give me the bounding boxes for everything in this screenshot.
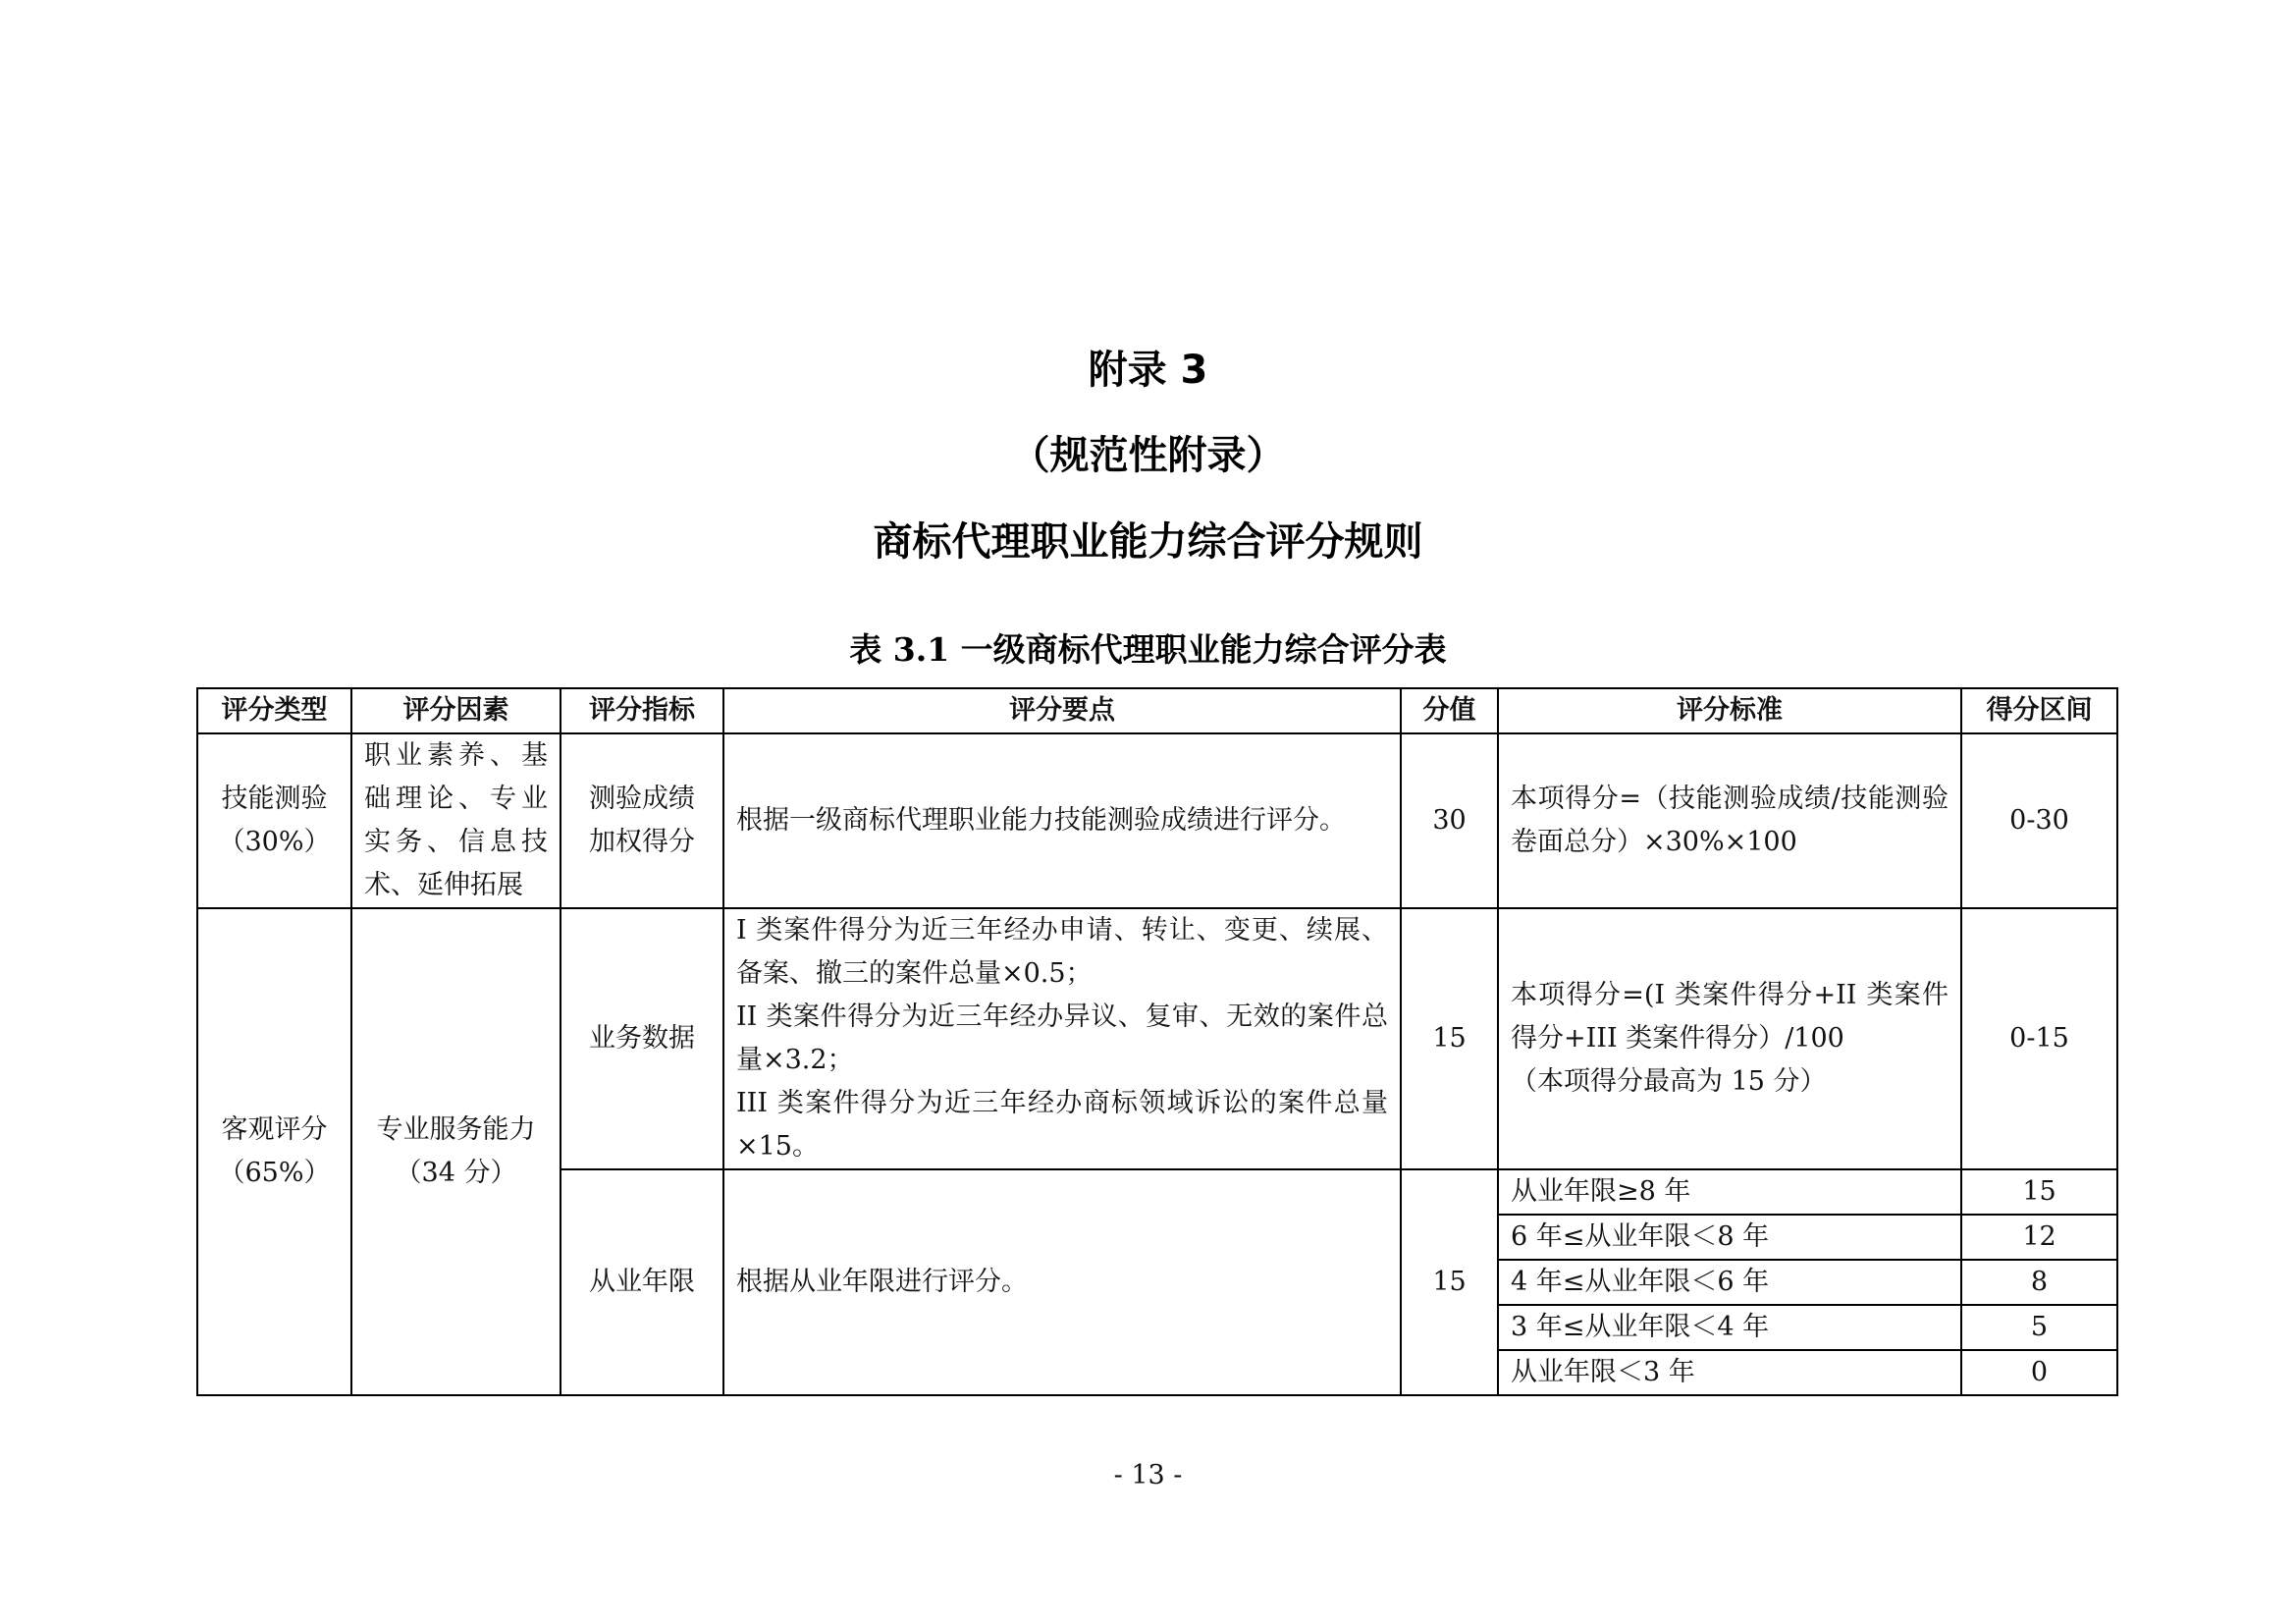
years-score-cell: 15 [1401,1169,1498,1395]
objective-factor-name: 专业服务能力 [376,1114,536,1145]
years-level-points: 15 [1961,1169,2117,1215]
objective-type-weight: （65%） [218,1158,331,1188]
table-row [197,908,2117,1169]
skill-factor-cell: 职业素养、基础理论、专业实务、信息技术、延伸拓展 [351,733,561,908]
years-level-points: 8 [1961,1260,2117,1305]
years-level-condition: 3 年≤从业年限＜4 年 [1498,1305,1961,1350]
years-level-condition: 4 年≤从业年限＜6 年 [1498,1260,1961,1305]
years-level-points: 0 [1961,1350,2117,1395]
business-standard-formula: 本项得分=(I 类案件得分+II 类案件得分+III 类案件得分）/100 [1511,980,1949,1054]
appendix-number: 附录 3 [1088,348,1208,393]
skill-indicator-cell: 测验成绩加权得分 [561,733,723,908]
skill-score-cell: 30 [1401,733,1498,908]
appendix-title: 商标代理职业能力综合评分规则 [873,519,1423,565]
business-point-1: I 类案件得分为近三年经办申请、转让、变更、续展、备案、撤三的案件总量×0.5； [736,915,1388,989]
business-range-cell: 0-15 [1961,908,2117,1169]
business-indicator-cell: 业务数据 [561,908,723,1169]
objective-type-name: 客观评分 [221,1114,328,1145]
header-range: 得分区间 [1961,688,2117,733]
skill-type-weight: （30%） [218,827,331,857]
skill-standard-cell: 本项得分=（技能测验成绩/技能测验卷面总分）×30%×100 [1498,733,1961,908]
business-score-cell: 15 [1401,908,1498,1169]
skill-type-name: 技能测验 [221,784,328,814]
business-standard-cap: （本项得分最高为 15 分） [1511,1066,1827,1097]
skill-range-cell: 0-30 [1961,733,2117,908]
header-factor: 评分因素 [351,688,561,733]
header-point: 评分要点 [723,688,1401,733]
skill-type-cell [197,733,351,908]
objective-type-cell [197,908,351,1395]
table-caption: 表 3.1 一级商标代理职业能力综合评分表 [849,630,1447,669]
years-level-condition: 从业年限＜3 年 [1498,1350,1961,1395]
objective-factor-points: （34 分） [395,1158,517,1188]
business-standard-cell [1498,908,1961,1169]
skill-point-cell: 根据一级商标代理职业能力技能测验成绩进行评分。 [723,733,1401,908]
scoring-table [196,687,2118,1396]
years-level-condition: 从业年限≥8 年 [1498,1169,1961,1215]
years-point-cell: 根据从业年限进行评分。 [723,1169,1401,1395]
header-score: 分值 [1401,688,1498,733]
years-level-points: 12 [1961,1215,2117,1260]
header-indicator: 评分指标 [561,688,723,733]
header-standard: 评分标准 [1498,688,1961,733]
years-level-points: 5 [1961,1305,2117,1350]
header-type: 评分类型 [197,688,351,733]
table-header-row [197,688,2117,733]
objective-factor-cell [351,908,561,1395]
years-indicator-cell: 从业年限 [561,1169,723,1395]
years-level-condition: 6 年≤从业年限＜8 年 [1498,1215,1961,1260]
business-point-3: III 类案件得分为近三年经办商标领域诉讼的案件总量×15。 [736,1088,1388,1162]
table-row [197,733,2117,908]
business-point-2: II 类案件得分为近三年经办异议、复审、无效的案件总量×3.2； [736,1001,1388,1075]
appendix-type: （规范性附录） [1010,433,1286,478]
page-number: - 13 - [1113,1460,1183,1490]
business-point-cell [723,908,1401,1169]
